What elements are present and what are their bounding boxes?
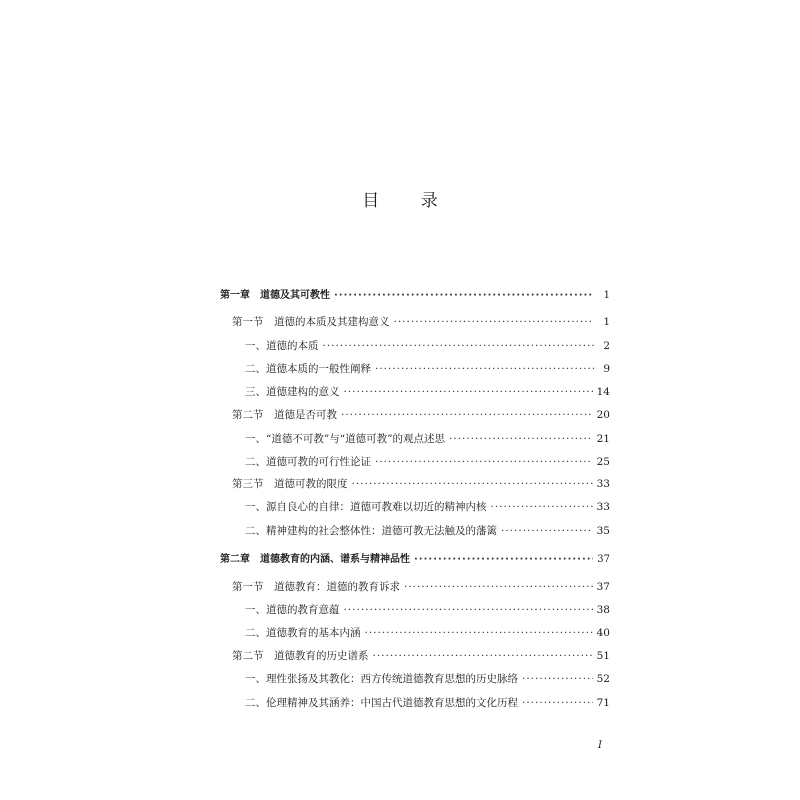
page-number: I [598,740,602,751]
toc-entry-section[interactable] [232,580,610,594]
toc-entry-label: 一、理性张扬及其教化：西方传统道德教育思想的历史脉络 [245,673,518,685]
toc-entry-page: 38 [596,604,610,616]
dot-leader [522,696,593,710]
toc-entry-page: 37 [596,581,610,593]
dot-leader [375,455,593,469]
toc-entry-label: 一、道德的本质 [245,340,319,352]
toc-entry-label: 一、源自良心的自律：道德可教难以切近的精神内核 [245,501,487,513]
toc-entry-page: 9 [603,363,610,375]
toc-entry-page: 14 [596,386,610,398]
dot-leader [522,672,593,686]
toc-entry-label: 第二章 道德教育的内涵、谱系与精神品性 [220,554,410,565]
toc-entry-item[interactable] [245,603,610,617]
dot-leader [344,385,593,399]
toc-entry-page: 33 [596,478,610,490]
toc-entry-section[interactable] [232,477,610,491]
toc-entry-item[interactable] [245,626,610,640]
toc-entry-label: 二、精神建构的社会整体性：道德可教无法触及的藩篱 [245,525,497,537]
dot-leader [373,649,593,663]
toc-entry-item[interactable] [245,524,610,538]
page-title: 目 录 [362,191,456,211]
dot-leader [501,524,593,538]
toc-entry-item[interactable] [245,672,610,686]
dot-leader [491,500,593,514]
dot-leader [365,626,593,640]
toc-entry-chapter[interactable] [220,553,610,567]
toc-entry-page: 33 [596,501,610,513]
dot-leader [404,580,593,594]
toc-entry-page: 40 [596,627,610,639]
toc-entry-page: 2 [603,340,610,352]
toc-entry-page: 35 [596,525,610,537]
toc-entry-item[interactable] [245,432,610,446]
dot-leader [352,477,593,491]
toc-entry-label: 二、道德可教的可行性论证 [245,456,371,468]
toc-entry-label: 第二节 道德是否可教 [232,409,337,421]
toc-entry-page: 51 [596,650,610,662]
toc-entry-label: 第一节 道德的本质及其建构意义 [232,316,390,328]
toc-entry-label: 三、道德建构的意义 [245,386,340,398]
toc-entry-label: 二、伦理精神及其涵养：中国古代道德教育思想的文化历程 [245,697,518,709]
dot-leader [375,362,594,376]
toc-entry-section[interactable] [232,649,610,663]
toc-entry-item[interactable] [245,455,610,469]
dot-leader [334,289,594,303]
toc-entry-page: 1 [603,290,610,301]
toc-entry-page: 21 [596,433,610,445]
toc-entry-page: 52 [596,673,610,685]
toc-entry-label: 第一章 道德及其可教性 [220,290,330,301]
dot-leader [341,408,593,422]
toc-entry-label: 二、道德本质的一般性阐释 [245,363,371,375]
toc-entry-label: 第一节 道德教育：道德的教育诉求 [232,581,400,593]
toc-entry-label: 一、道德的教育意蕴 [245,604,340,616]
toc-entry-chapter[interactable] [220,289,610,303]
toc-entry-item[interactable] [245,696,610,710]
toc-entry-item[interactable] [245,339,610,353]
dot-leader [394,315,595,329]
toc-entry-label: 一、“道德不可教”与“道德可教”的观点述思 [245,433,445,445]
toc-entry-page: 37 [597,554,610,565]
toc-entry-page: 25 [596,456,610,468]
toc-entry-item[interactable] [245,385,610,399]
toc-entry-page: 20 [596,409,610,421]
toc-entry-page: 71 [596,697,610,709]
toc-entry-label: 第二节 道德教育的历史谱系 [232,650,369,662]
toc-entry-section[interactable] [232,408,610,422]
dot-leader [344,603,593,617]
toc-entry-item[interactable] [245,362,610,376]
toc-entry-label: 第三节 道德可教的限度 [232,478,348,490]
dot-leader [449,432,593,446]
dot-leader [414,553,593,567]
toc-entry-page: 1 [603,316,610,328]
dot-leader [323,339,595,353]
toc-entry-label: 二、道德教育的基本内涵 [245,627,361,639]
toc-entry-section[interactable] [232,315,610,329]
toc-entry-item[interactable] [245,500,610,514]
